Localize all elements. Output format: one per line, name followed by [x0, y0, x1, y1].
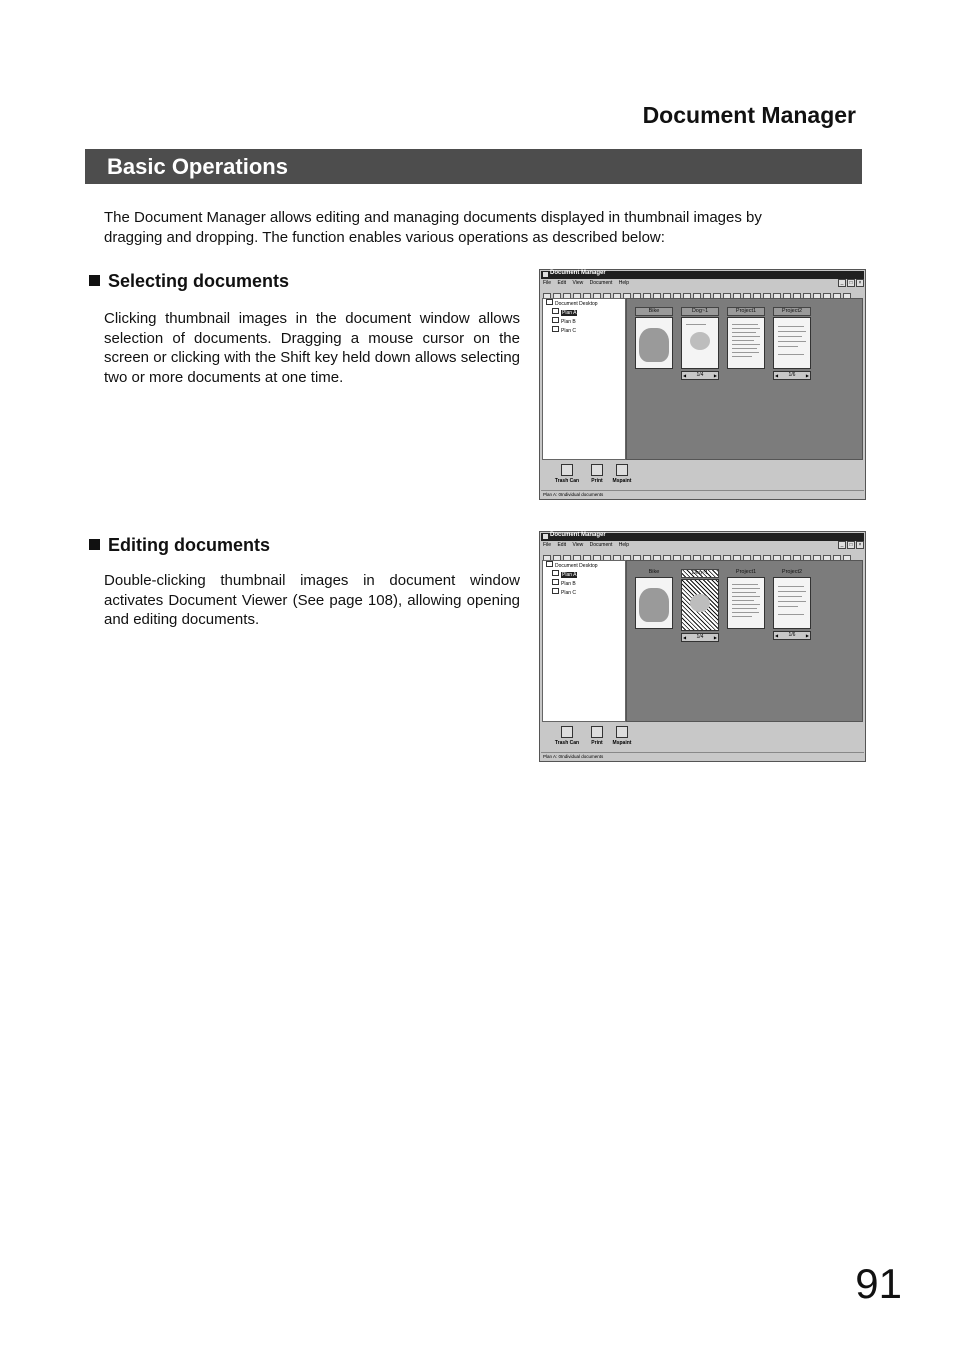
document-manager-window-edit — [539, 531, 866, 762]
thumbnail-image[interactable] — [727, 577, 765, 629]
mspaint-tool[interactable]: Mspaint — [607, 464, 637, 484]
menu-help[interactable]: Help — [618, 280, 630, 286]
close-icon[interactable]: × — [856, 279, 864, 287]
doc-thumbnail-project2[interactable] — [773, 307, 811, 380]
app-icon — [543, 272, 548, 277]
status-bar: Plan A: 0Individual documents — [541, 490, 864, 498]
minimize-icon[interactable]: _ — [838, 541, 846, 549]
folder-icon — [552, 326, 559, 332]
menu-view[interactable]: View — [572, 280, 584, 286]
thumbnail-image[interactable] — [773, 317, 811, 369]
maximize-icon[interactable]: □ — [847, 541, 855, 549]
minimize-icon[interactable]: _ — [838, 279, 846, 287]
doc-label: Project1 — [735, 569, 757, 575]
tree-root[interactable]: Document Desktop — [543, 299, 625, 308]
dog-image — [690, 332, 710, 350]
page-number: 91 — [855, 1260, 902, 1307]
doc-thumbnail-dog[interactable] — [681, 307, 719, 380]
menu-edit[interactable]: Edit — [557, 542, 567, 548]
tree-item-plan-a[interactable]: Plan A — [543, 308, 625, 317]
intro-paragraph: The Document Manager allows editing and managing documents displayed in thumbnail images by dragging and dropping. The function enables various operations as described below: — [104, 209, 762, 246]
menubar — [543, 280, 634, 286]
tool-tray — [542, 722, 863, 752]
window-titlebar — [541, 271, 864, 279]
thumbnail-image[interactable] — [727, 317, 765, 369]
tree-item-plan-c[interactable]: Plan C — [543, 588, 625, 597]
section-title: Basic Operations — [107, 154, 288, 179]
thumbnail-image[interactable] — [635, 577, 673, 629]
bike-image — [639, 328, 669, 362]
app-icon — [543, 534, 548, 539]
doc-label: Project2 — [781, 569, 803, 575]
folder-icon — [552, 588, 559, 594]
document-desktop-area — [626, 560, 863, 722]
document-desktop-area — [626, 298, 863, 460]
bike-image — [639, 588, 669, 622]
tree-item-plan-c[interactable]: Plan C — [543, 326, 625, 335]
doc-thumbnail-bike[interactable] — [635, 569, 673, 629]
menu-view[interactable]: View — [572, 542, 584, 548]
doc-thumbnail-bike[interactable] — [635, 307, 673, 369]
folder-open-icon — [552, 308, 559, 314]
trash-can-icon — [561, 726, 573, 738]
print-tool[interactable]: Print — [582, 464, 612, 484]
thumbnail-image[interactable] — [635, 317, 673, 369]
window-controls — [837, 271, 864, 289]
window-title: Document Manager — [550, 532, 606, 538]
menu-file[interactable]: File — [543, 280, 552, 286]
doc-label: Project2 — [773, 307, 811, 316]
page-navigator[interactable]: ◀ 1/4 ▶ — [681, 371, 719, 380]
doc-label: Bike — [635, 307, 673, 316]
doc-label: Dog~1 — [681, 307, 719, 316]
paint-icon — [616, 464, 628, 476]
folder-icon — [552, 317, 559, 323]
maximize-icon[interactable]: □ — [847, 279, 855, 287]
thumbnail-image[interactable] — [681, 317, 719, 369]
menu-file[interactable]: File — [543, 542, 552, 548]
doc-label: Bike — [648, 569, 660, 575]
toolbar — [543, 288, 862, 296]
tree-item-plan-b[interactable]: Plan B — [543, 579, 625, 588]
thumbnail-image[interactable] — [773, 577, 811, 629]
tool-tray — [542, 460, 863, 490]
window-titlebar — [541, 533, 864, 541]
menu-help[interactable]: Help — [618, 542, 630, 548]
toolbar — [543, 550, 862, 558]
selecting-heading: Selecting documents — [89, 271, 289, 292]
menu-document[interactable]: Document — [589, 280, 613, 286]
menubar — [543, 542, 634, 548]
page-header-title: Document Manager — [642, 102, 856, 128]
trash-can-tool[interactable]: Trash Can — [552, 464, 582, 484]
trash-can-tool[interactable]: Trash Can — [552, 726, 582, 746]
dog-image — [690, 594, 710, 612]
status-bar: Plan A: 0Individual documents — [541, 752, 864, 760]
page-navigator[interactable]: ◀ 1/6 ▶ — [773, 631, 811, 640]
print-tool[interactable]: Print — [582, 726, 612, 746]
editing-paragraph: Double-clicking thumbnail images in document window activates Document Viewer (See page 108), allowing opening and editing documents. — [104, 572, 520, 628]
printer-icon — [591, 726, 603, 738]
bullet-square-icon — [89, 275, 100, 286]
close-icon[interactable]: × — [856, 541, 864, 549]
tree-root[interactable]: Document Desktop — [543, 561, 625, 570]
mspaint-tool[interactable]: Mspaint — [607, 726, 637, 746]
selecting-paragraph: Clicking thumbnail images in the document window allows selection of documents. Dragging a mouse cursor on the screen or clicking with the Shift key held down allows selecting two or more documents at one time. — [104, 310, 520, 386]
folder-open-icon — [552, 570, 559, 576]
doc-label: Project1 — [727, 307, 765, 316]
doc-thumbnail-project2[interactable] — [773, 569, 811, 640]
doc-thumbnail-project1[interactable] — [727, 307, 765, 369]
thumbnail-image-selected[interactable] — [681, 579, 719, 631]
desktop-icon — [546, 561, 553, 567]
tree-item-plan-a[interactable]: Plan A — [543, 570, 625, 579]
doc-label: Dog~1 — [681, 569, 719, 578]
menu-document[interactable]: Document — [589, 542, 613, 548]
folder-tree — [542, 298, 626, 460]
folder-icon — [552, 579, 559, 585]
paint-icon — [616, 726, 628, 738]
printer-icon — [591, 464, 603, 476]
page-navigator[interactable]: ◀ 1/4 ▶ — [681, 633, 719, 642]
window-controls — [837, 533, 864, 551]
menu-edit[interactable]: Edit — [557, 280, 567, 286]
document-manager-window-select — [539, 269, 866, 500]
desktop-icon — [546, 299, 553, 305]
trash-can-icon — [561, 464, 573, 476]
bullet-square-icon — [89, 539, 100, 550]
tree-item-plan-b[interactable]: Plan B — [543, 317, 625, 326]
folder-tree — [542, 560, 626, 722]
page-navigator[interactable]: ◀ 1/6 ▶ — [773, 371, 811, 380]
editing-heading: Editing documents — [89, 535, 270, 556]
doc-thumbnail-dog-selected[interactable] — [681, 569, 719, 642]
doc-thumbnail-project1[interactable] — [727, 569, 765, 629]
window-title: Document Manager — [550, 270, 606, 276]
section-title-bar — [85, 149, 862, 184]
